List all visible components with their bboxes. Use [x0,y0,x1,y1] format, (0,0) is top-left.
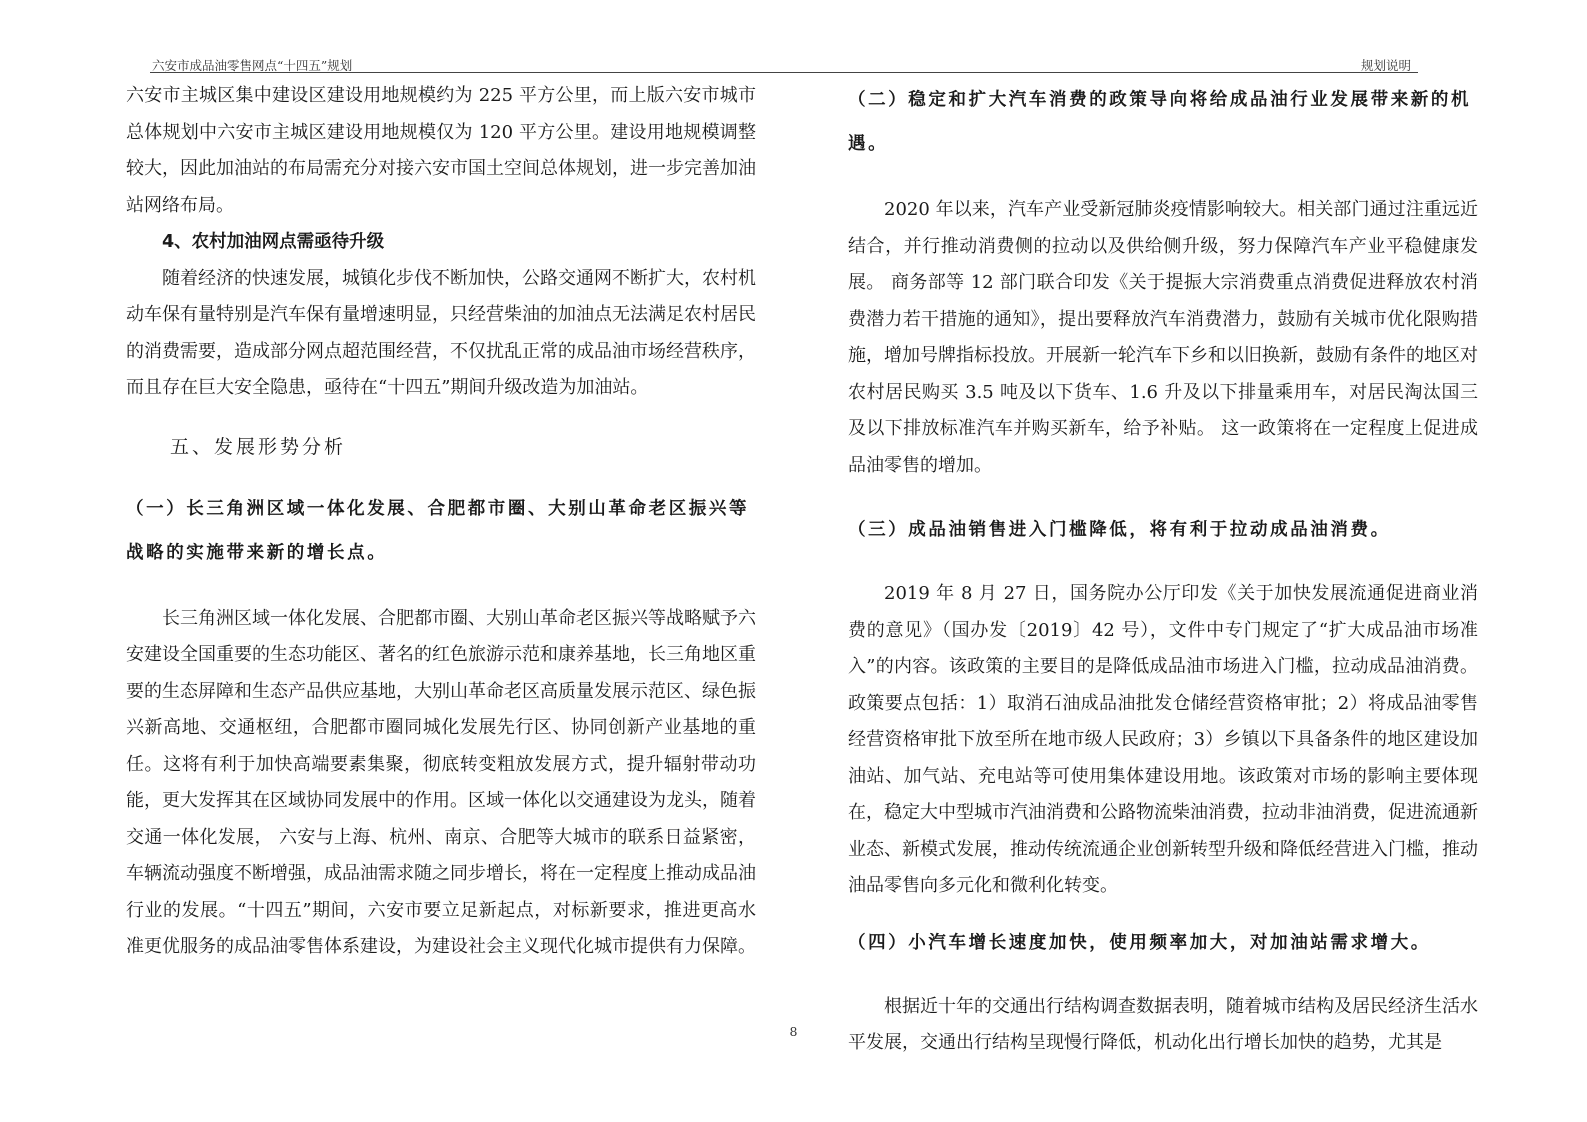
paragraph-auto-consumption-policy: 2020 年以来，汽车产业受新冠肺炎疫情影响较大。相关部门通过注重远近结合，并行推动消费侧的拉动以及供给侧升级，努力保障汽车产业平稳健康发展。 商务部等 12 部门联合印发《关于提振大宗消费重点消费促进释放农村消费潜力若干措施的通知》，提出要释放汽车消费潜力，鼓励有关城市优化限购措施，增加号牌指标投放。开展新一轮汽车下乡和以旧换新，鼓励有条件的地区对农村居民购买 3.5 吨及以下货车、1.6 升及以下排量乘用车，对居民淘汰国三及以下排放标准汽车并购买新车，给予补贴。 这一政策将在一定程度上促进成品油零售的增加。 [848,199,1478,476]
left-column [126,78,756,966]
heading-auto-consumption-policy: （二）稳定和扩大汽车消费的政策导向将给成品油行业发展带来新的机遇。 [848,90,1472,154]
subheading-rural-stations: 4、农村加油网点需亟待升级 [162,232,385,252]
page-number: 8 [789,1024,798,1039]
header-section-label: 规划说明 [1360,58,1411,73]
paragraph-land-use: 六安市主城区集中建设区建设用地规模约为 225 平方公里，而上版六安市城市总体规划中六安市主城区建设用地规模仅为 120 平方公里。建设用地规模调整较大，因此加油站的布局需充分对接六安市国土空间总体规划，进一步完善加油站网络布局。 [126,85,756,216]
paragraph-market-entry-threshold: 2019 年 8 月 27 日，国务院办公厅印发《关于加快发展流通促进商业消费的意见》（国办发〔2019〕42 号），文件中专门规定了“扩大成品油市场准入”的内容。该政策的主要目的是降低成品油市场进入门槛，拉动成品油消费。政策要点包括：1）取消石油成品油批发仓储经营资格审批；2）将成品油零售经营资格审批下放至所在地市级人民政府；3）乡镇以下具备条件的地区建设加油站、加气站、充电站等可使用集体建设用地。该政策对市场的影响主要体现在，稳定大中型城市汽油消费和公路物流柴油消费，拉动非油消费，促进流通新业态、新模式发展，推动传统流通企业创新转型升级和降低经营进入门槛，推动油品零售向多元化和微利化转变。 [848,583,1478,896]
paragraph-rural-stations: 随着经济的快速发展，城镇化步伐不断加快，公路交通网不断扩大，农村机动车保有量特别是汽车保有量增速明显，只经营柴油的加油点无法满足农村居民的消费需要，造成部分网点超范围经营，不仅扰乱正常的成品油市场经营秩序，而且存在巨大安全隐患，亟待在“十四五”期间升级改造为加油站。 [126,267,756,398]
header-document-title: 六安市成品油零售网点“十四五”规划 [152,58,353,73]
header-divider [150,72,1418,73]
heading-regional-integration: （一）长三角洲区域一体化发展、合肥都市圈、大别山革命老区振兴等战略的实施带来新的增长点。 [126,498,750,563]
heading-car-growth: （四）小汽车增长速度加快，使用频率加大，对加油站需求增大。 [848,932,1431,953]
right-column [848,78,1478,1062]
paragraph-regional-integration: 长三角洲区域一体化发展、合肥都市圈、大别山革命老区振兴等战略赋予六安建设全国重要的生态功能区、著名的红色旅游示范和康养基地，长三角地区重要的生态屏障和生态产品供应基地，大别山革命老区高质量发展示范区、绿色振兴新高地、交通枢纽，合肥都市圈同城化发展先行区、协同创新产业基地的重任。这将有利于加快高端要素集聚，彻底转变粗放发展方式，提升辐射带动功能，更大发挥其在区域协同发展中的作用。区域一体化以交通建设为龙头，随着交通一体化发展， 六安与上海、杭州、南京、合肥等大城市的联系日益紧密，车辆流动强度不断增强，成品油需求随之同步增长，将在一定程度上推动成品油行业的发展。“十四五”期间，六安市要立足新起点，对标新要求，推进更高水准更优服务的成品油零售体系建设，为建设社会主义现代化城市提供有力保障。 [126,607,756,957]
heading-market-entry-threshold: （三）成品油销售进入门槛降低，将有利于拉动成品油消费。 [848,520,1391,540]
paragraph-car-growth: 根据近十年的交通出行结构调查数据表明，随着城市结构及居民经济生活水平发展，交通出行结构呈现慢行降低，机动化出行增长加快的趋势，尤其是 [848,995,1478,1053]
section-heading-development-analysis: 五、发展形势分析 [170,435,347,458]
